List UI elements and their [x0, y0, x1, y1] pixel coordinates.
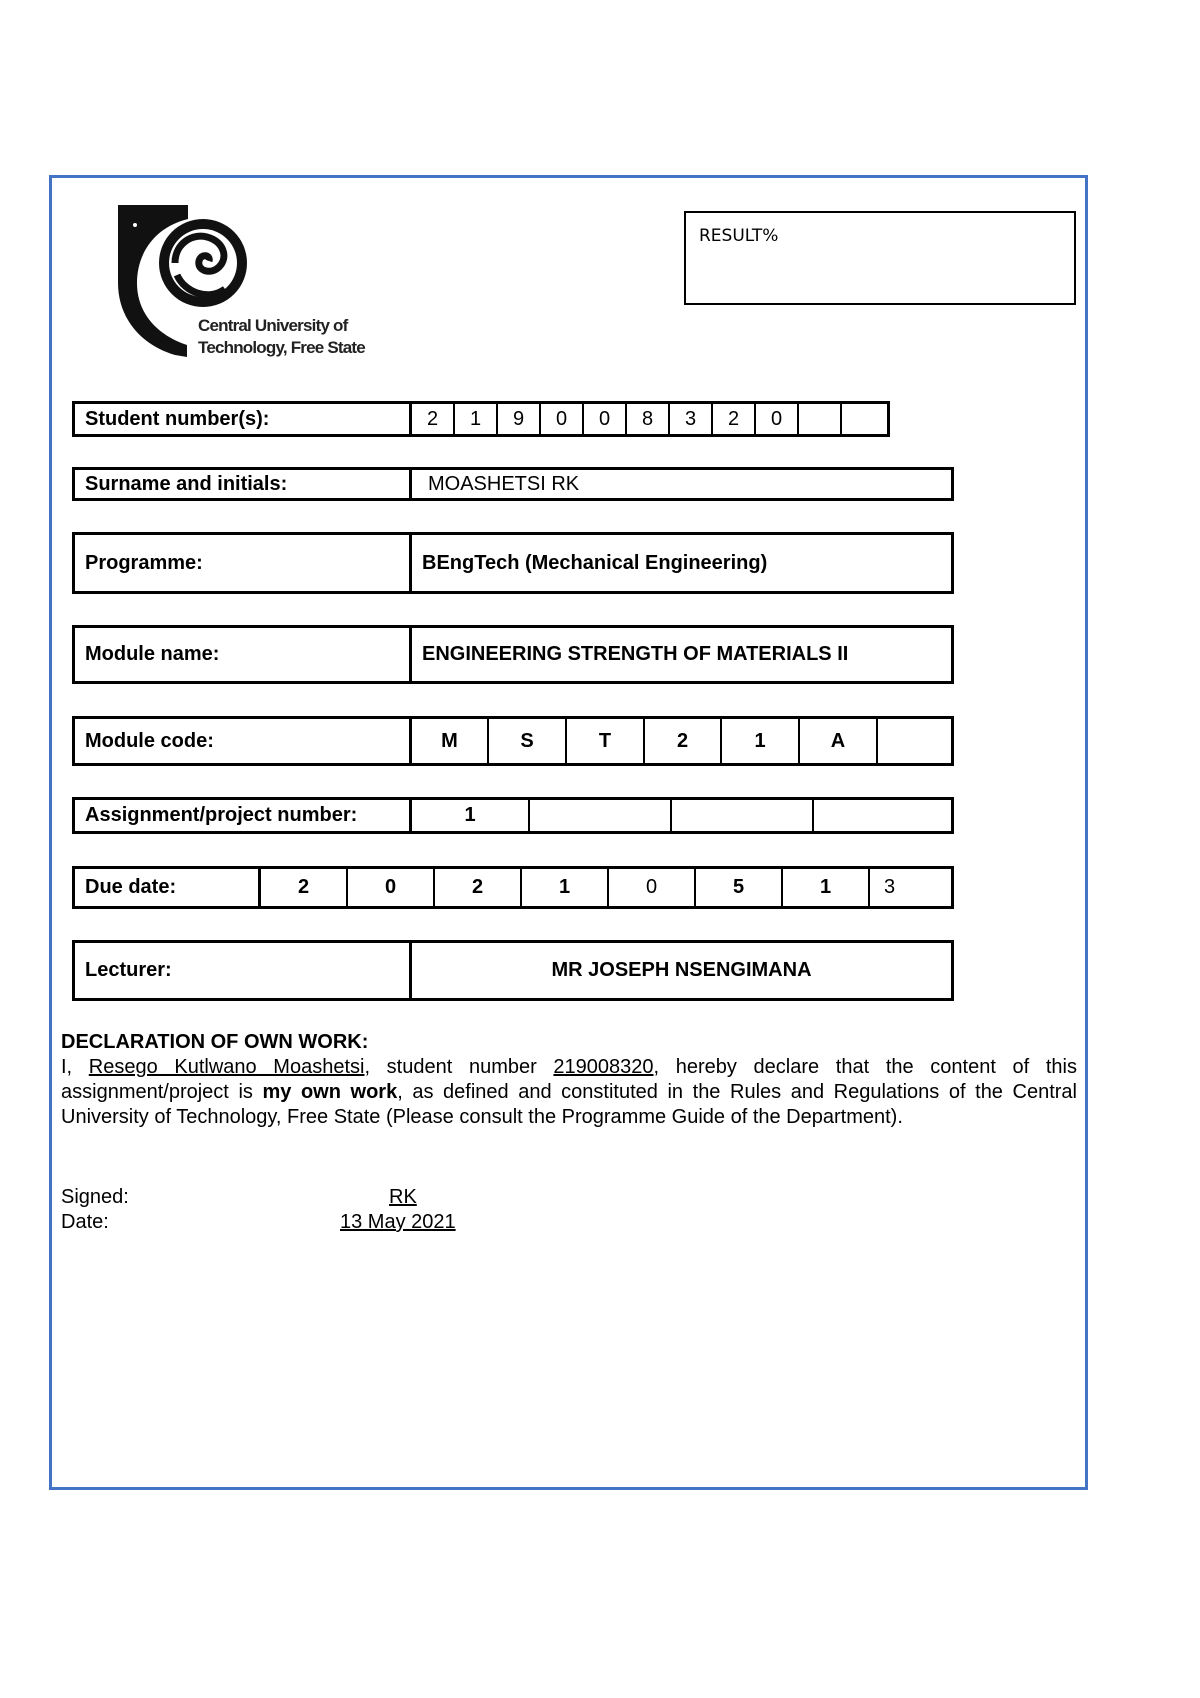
- student-number-digit[interactable]: [842, 404, 887, 434]
- assignment-row: [72, 797, 954, 834]
- module-code-row: [72, 716, 954, 766]
- programme-label: Programme:: [75, 535, 412, 591]
- due-date-label: Due date:: [75, 869, 261, 906]
- due-date-digit[interactable]: 1: [783, 869, 870, 906]
- module-code-char[interactable]: T: [567, 719, 645, 763]
- due-date-digit[interactable]: 2: [261, 869, 348, 906]
- assignment-number-cell[interactable]: [530, 800, 672, 831]
- assignment-number-cell[interactable]: [814, 800, 951, 831]
- module-code-char[interactable]: [878, 719, 951, 763]
- student-number-digit[interactable]: 1: [455, 404, 498, 434]
- student-number-digit[interactable]: 2: [412, 404, 455, 434]
- declaration-emphasis: my own work: [262, 1081, 398, 1103]
- due-date-digit[interactable]: 0: [609, 869, 696, 906]
- student-number-cells: [412, 404, 887, 434]
- university-name-line1: Central University of: [198, 316, 348, 335]
- student-number-digit[interactable]: 2: [713, 404, 756, 434]
- student-number-digit[interactable]: 0: [541, 404, 584, 434]
- due-date-digit[interactable]: 5: [696, 869, 783, 906]
- student-number-digit[interactable]: 0: [756, 404, 799, 434]
- declaration-body: [61, 1055, 1077, 1130]
- student-number-digit[interactable]: 9: [498, 404, 541, 434]
- module-name-value[interactable]: ENGINEERING STRENGTH OF MATERIALS II: [422, 643, 849, 665]
- due-date-cells: [261, 869, 951, 906]
- due-date-row: [72, 866, 954, 909]
- lecturer-value[interactable]: MR JOSEPH NSENGIMANA: [551, 959, 812, 981]
- module-code-char[interactable]: 2: [645, 719, 722, 763]
- module-code-cells: [412, 719, 951, 763]
- date-value[interactable]: 13 May 2021: [340, 1211, 456, 1233]
- surname-value[interactable]: MOASHETSI RK: [428, 472, 580, 495]
- declaration-suffix: , as defined and constituted in the Rules and Regulations of the Central University of Technology, Free State (Please consult the Programme Guide of the Department).: [61, 1081, 1077, 1128]
- student-number-digit[interactable]: 3: [670, 404, 713, 434]
- declaration-student-name: Resego Kutlwano Moashetsi: [88, 1056, 365, 1078]
- result-label: RESULT%: [699, 226, 779, 246]
- lecturer-row: [72, 940, 954, 1001]
- declaration-section: [61, 1030, 1077, 1130]
- assignment-label: Assignment/project number:: [75, 800, 412, 831]
- declaration-mid2: , hereby declare that the content of this assignment/project is: [61, 1056, 1078, 1103]
- surname-label: Surname and initials:: [75, 470, 412, 498]
- module-name-label: Module name:: [75, 628, 412, 681]
- student-number-label: Student number(s):: [75, 404, 412, 434]
- assignment-number-cell[interactable]: 1: [412, 800, 530, 831]
- module-code-char[interactable]: A: [800, 719, 878, 763]
- assignment-number-cell[interactable]: [672, 800, 814, 831]
- surname-row: [72, 467, 954, 501]
- signed-line: [61, 1186, 417, 1209]
- student-number-digit[interactable]: [799, 404, 842, 434]
- declaration-prefix: I,: [61, 1056, 89, 1078]
- signed-label: Signed:: [61, 1186, 129, 1208]
- module-code-char[interactable]: M: [412, 719, 489, 763]
- module-code-label: Module code:: [75, 719, 412, 763]
- programme-row: [72, 532, 954, 594]
- student-number-row: [72, 401, 890, 437]
- university-name-line2: Technology, Free State: [198, 338, 365, 357]
- declaration-student-number: 219008320: [553, 1056, 654, 1078]
- due-date-digit[interactable]: 3: [884, 876, 896, 898]
- module-name-row: [72, 625, 954, 684]
- signed-value[interactable]: RK: [389, 1186, 417, 1208]
- programme-value[interactable]: BEngTech (Mechanical Engineering): [422, 551, 768, 574]
- university-name: [198, 315, 365, 359]
- declaration-title: DECLARATION OF OWN WORK:: [61, 1031, 369, 1053]
- due-date-digit[interactable]: 0: [348, 869, 435, 906]
- due-date-digit[interactable]: 2: [435, 869, 522, 906]
- declaration-mid1: , student number: [364, 1056, 554, 1078]
- student-number-digit[interactable]: 8: [627, 404, 670, 434]
- date-line: [61, 1211, 456, 1234]
- result-box[interactable]: [684, 211, 1076, 305]
- module-code-char[interactable]: 1: [722, 719, 800, 763]
- module-code-char[interactable]: S: [489, 719, 567, 763]
- student-number-digit[interactable]: 0: [584, 404, 627, 434]
- lecturer-label: Lecturer:: [75, 943, 412, 998]
- date-label: Date:: [61, 1211, 109, 1233]
- due-date-digit[interactable]: 1: [522, 869, 609, 906]
- assignment-cells: [412, 800, 951, 831]
